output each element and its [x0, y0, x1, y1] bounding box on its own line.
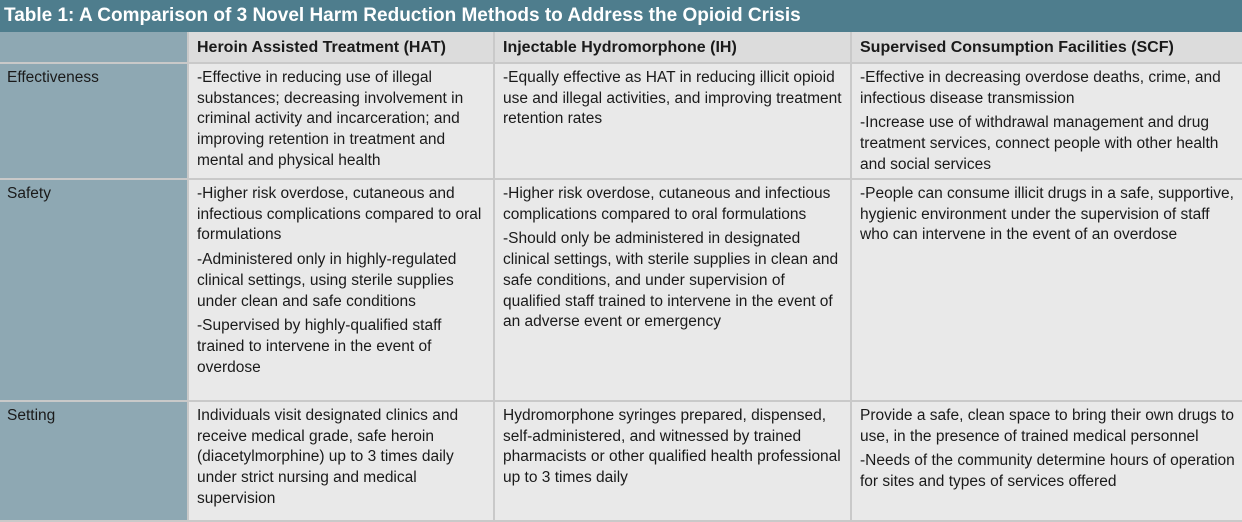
cell-setting-hat	[189, 402, 495, 522]
cell-text: Individuals visit designated clinics and receive medical grade, safe heroin (diacetylmorphine) up to 3 times daily under strict nursing and medical supervision	[197, 407, 459, 507]
row-label-effectiveness: Effectiveness	[0, 64, 189, 180]
cell-effectiveness-ih	[495, 64, 852, 180]
cell-text: -People can consume illicit drugs in a safe, supportive, hygienic environment under the supervision of staff who can intervene in the event of an overdose	[860, 185, 1234, 244]
table-title: Table 1: A Comparison of 3 Novel Harm Reduction Methods to Address the Opioid Crisis	[0, 0, 1242, 32]
cell-safety-hat	[189, 180, 495, 402]
cell-text: -Increase use of withdrawal management and drug treatment services, connect people with other health and social services	[860, 114, 1219, 173]
cell-setting-ih	[495, 402, 852, 522]
cell-text: -Supervised by highly-qualified staff trained to intervene in the event of overdose	[197, 317, 442, 376]
cell-text: -Higher risk overdose, cutaneous and infectious complications compared to oral formulations	[197, 185, 482, 244]
cell-text: -Higher risk overdose, cutaneous and infectious complications compared to oral formulations	[503, 185, 831, 223]
row-label-setting: Setting	[0, 402, 189, 522]
cell-text: Provide a safe, clean space to bring their own drugs to use, in the presence of trained medical personnel	[860, 407, 1234, 445]
cell-text: -Equally effective as HAT in reducing illicit opioid use and illegal activities, and improving treatment retention rates	[503, 69, 842, 128]
cell-text: -Effective in reducing use of illegal substances; decreasing involvement in criminal activity and incarceration; and improving retention in treatment and mental and physical health	[197, 69, 464, 169]
cell-effectiveness-hat	[189, 64, 495, 180]
column-header-ih: Injectable Hydromorphone (IH)	[495, 32, 852, 64]
cell-text: Hydromorphone syringes prepared, dispensed, self-administered, and witnessed by trained pharmacists or other qualified health professional up to 3 times daily	[503, 407, 841, 487]
cell-text: -Should only be administered in designated clinical settings, with sterile supplies in clean and safe conditions, and under supervision of qualified staff trained to intervene in the event of an adverse event or emergency	[503, 230, 839, 331]
cell-safety-ih	[495, 180, 852, 402]
table-grid	[0, 32, 1242, 522]
cell-setting-scf	[852, 402, 1242, 522]
column-header-hat: Heroin Assisted Treatment (HAT)	[189, 32, 495, 64]
cell-text: -Effective in decreasing overdose deaths, crime, and infectious disease transmission	[860, 69, 1221, 107]
cell-text: -Needs of the community determine hours of operation for sites and types of services offered	[860, 452, 1235, 491]
cell-safety-scf	[852, 180, 1242, 402]
row-label-safety: Safety	[0, 180, 189, 402]
header-corner	[0, 32, 189, 64]
cell-effectiveness-scf	[852, 64, 1242, 180]
cell-text: -Administered only in highly-regulated clinical settings, using sterile supplies under clean and safe conditions	[197, 251, 457, 310]
column-header-scf: Supervised Consumption Facilities (SCF)	[852, 32, 1242, 64]
